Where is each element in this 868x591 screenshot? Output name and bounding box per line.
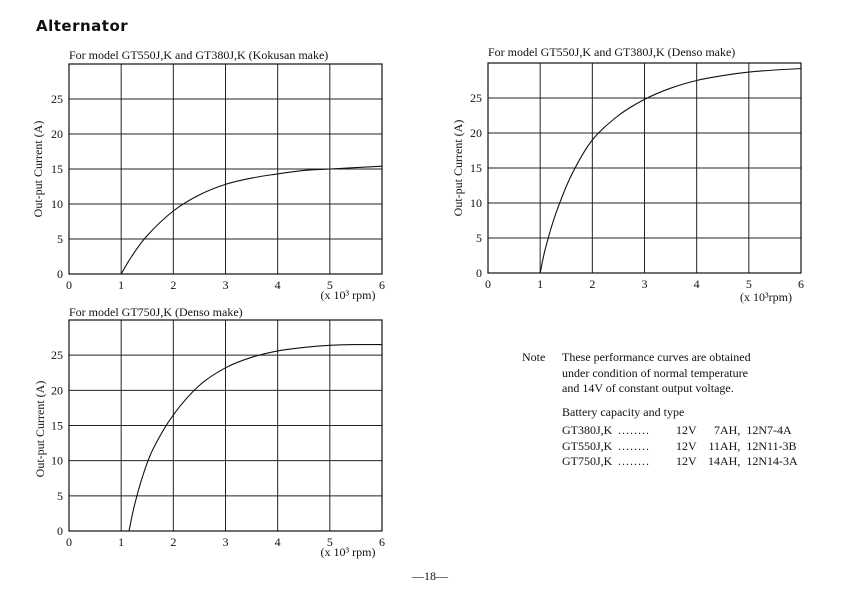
- battery-table: [562, 423, 798, 470]
- battery-voltage: 12V: [676, 438, 697, 453]
- y-tick-label: 20: [51, 127, 63, 141]
- x-tick-label: 3: [222, 535, 229, 549]
- battery-voltage: 12V: [676, 423, 697, 437]
- x-tick-label: 0: [485, 277, 491, 291]
- note-line: under condition of normal temperature: [562, 365, 748, 380]
- battery-type: 12N7-4A: [746, 423, 792, 437]
- y-tick-label: 20: [51, 383, 63, 398]
- battery-row: [562, 454, 798, 470]
- battery-leader-dots: ........: [618, 423, 650, 437]
- x-axis-label: (x 10³ rpm): [320, 545, 376, 559]
- note-line: and 14V of constant output voltage.: [562, 381, 734, 395]
- battery-row: [562, 423, 798, 439]
- y-tick-label: 10: [51, 453, 63, 468]
- note-label: Note: [522, 350, 546, 364]
- battery-heading: Battery capacity and type: [562, 405, 685, 419]
- x-tick-label: 1: [537, 277, 544, 291]
- battery-capacity: 7AH,: [714, 423, 741, 437]
- y-tick-label: 15: [51, 162, 63, 176]
- y-tick-label: 20: [470, 126, 482, 140]
- chart-title: For model GT550J,K and GT380J,K (Denso make): [488, 45, 736, 59]
- x-tick-label: 1: [118, 535, 125, 549]
- x-tick-label: 4: [693, 277, 700, 291]
- y-tick-label: 5: [57, 488, 63, 503]
- chart-title: For model GT550J,K and GT380J,K (Kokusan make): [69, 48, 329, 62]
- x-tick-label: 2: [170, 535, 177, 549]
- battery-model: GT750J,K: [562, 454, 613, 468]
- page-title: Alternator: [36, 17, 129, 35]
- x-axis-label: (x 10³ rpm): [320, 288, 376, 302]
- battery-capacity: 11AH,: [708, 438, 741, 453]
- battery-row: [562, 439, 798, 455]
- note-line: These performance curves are obtained: [562, 350, 751, 364]
- y-tick-label: 10: [470, 196, 482, 210]
- battery-type: 12N11-3B: [746, 438, 797, 453]
- x-tick-label: 3: [222, 278, 229, 292]
- battery-voltage: 12V: [676, 454, 697, 468]
- y-tick-label: 0: [57, 267, 63, 281]
- x-tick-label: 2: [170, 278, 177, 292]
- y-tick-label: 10: [51, 197, 63, 211]
- y-tick-label: 5: [57, 232, 63, 246]
- y-tick-label: 25: [51, 92, 63, 106]
- y-axis-label: Out-put Current (A): [451, 119, 465, 217]
- x-tick-label: 6: [379, 278, 385, 292]
- y-tick-label: 0: [476, 266, 482, 280]
- page-number: —18—: [412, 569, 448, 583]
- x-tick-label: 5: [326, 535, 333, 549]
- x-tick-label: 6: [379, 535, 385, 549]
- battery-leader-dots: ........: [618, 454, 650, 468]
- y-axis-label: Out-put Current (A): [33, 380, 47, 478]
- y-axis-label: Out-put Current (A): [31, 120, 45, 218]
- y-tick-label: 15: [51, 418, 63, 433]
- x-tick-label: 2: [589, 277, 596, 291]
- x-tick-label: 3: [641, 277, 648, 291]
- x-tick-label: 0: [66, 278, 72, 292]
- x-tick-label: 6: [798, 277, 804, 291]
- battery-model: GT380J,K: [562, 423, 613, 437]
- y-tick-label: 15: [470, 161, 482, 175]
- battery-type: 12N14-3A: [746, 454, 798, 468]
- x-tick-label: 5: [745, 277, 752, 291]
- battery-capacity: 14AH,: [708, 454, 741, 468]
- x-tick-label: 4: [274, 535, 281, 549]
- x-tick-label: 4: [274, 278, 281, 292]
- x-tick-label: 5: [326, 278, 333, 292]
- y-tick-label: 5: [476, 231, 482, 245]
- y-tick-label: 25: [470, 91, 482, 105]
- battery-leader-dots: ........: [618, 438, 650, 453]
- y-tick-label: 0: [57, 524, 63, 538]
- note-text: [562, 350, 792, 397]
- x-axis-label: (x 10³rpm): [740, 290, 792, 304]
- battery-model: GT550J,K: [562, 438, 613, 453]
- y-tick-label: 25: [51, 348, 63, 363]
- x-tick-label: 0: [66, 535, 72, 549]
- series-line: [129, 345, 382, 531]
- x-tick-label: 1: [118, 278, 125, 292]
- chart-title: For model GT750J,K (Denso make): [69, 305, 243, 319]
